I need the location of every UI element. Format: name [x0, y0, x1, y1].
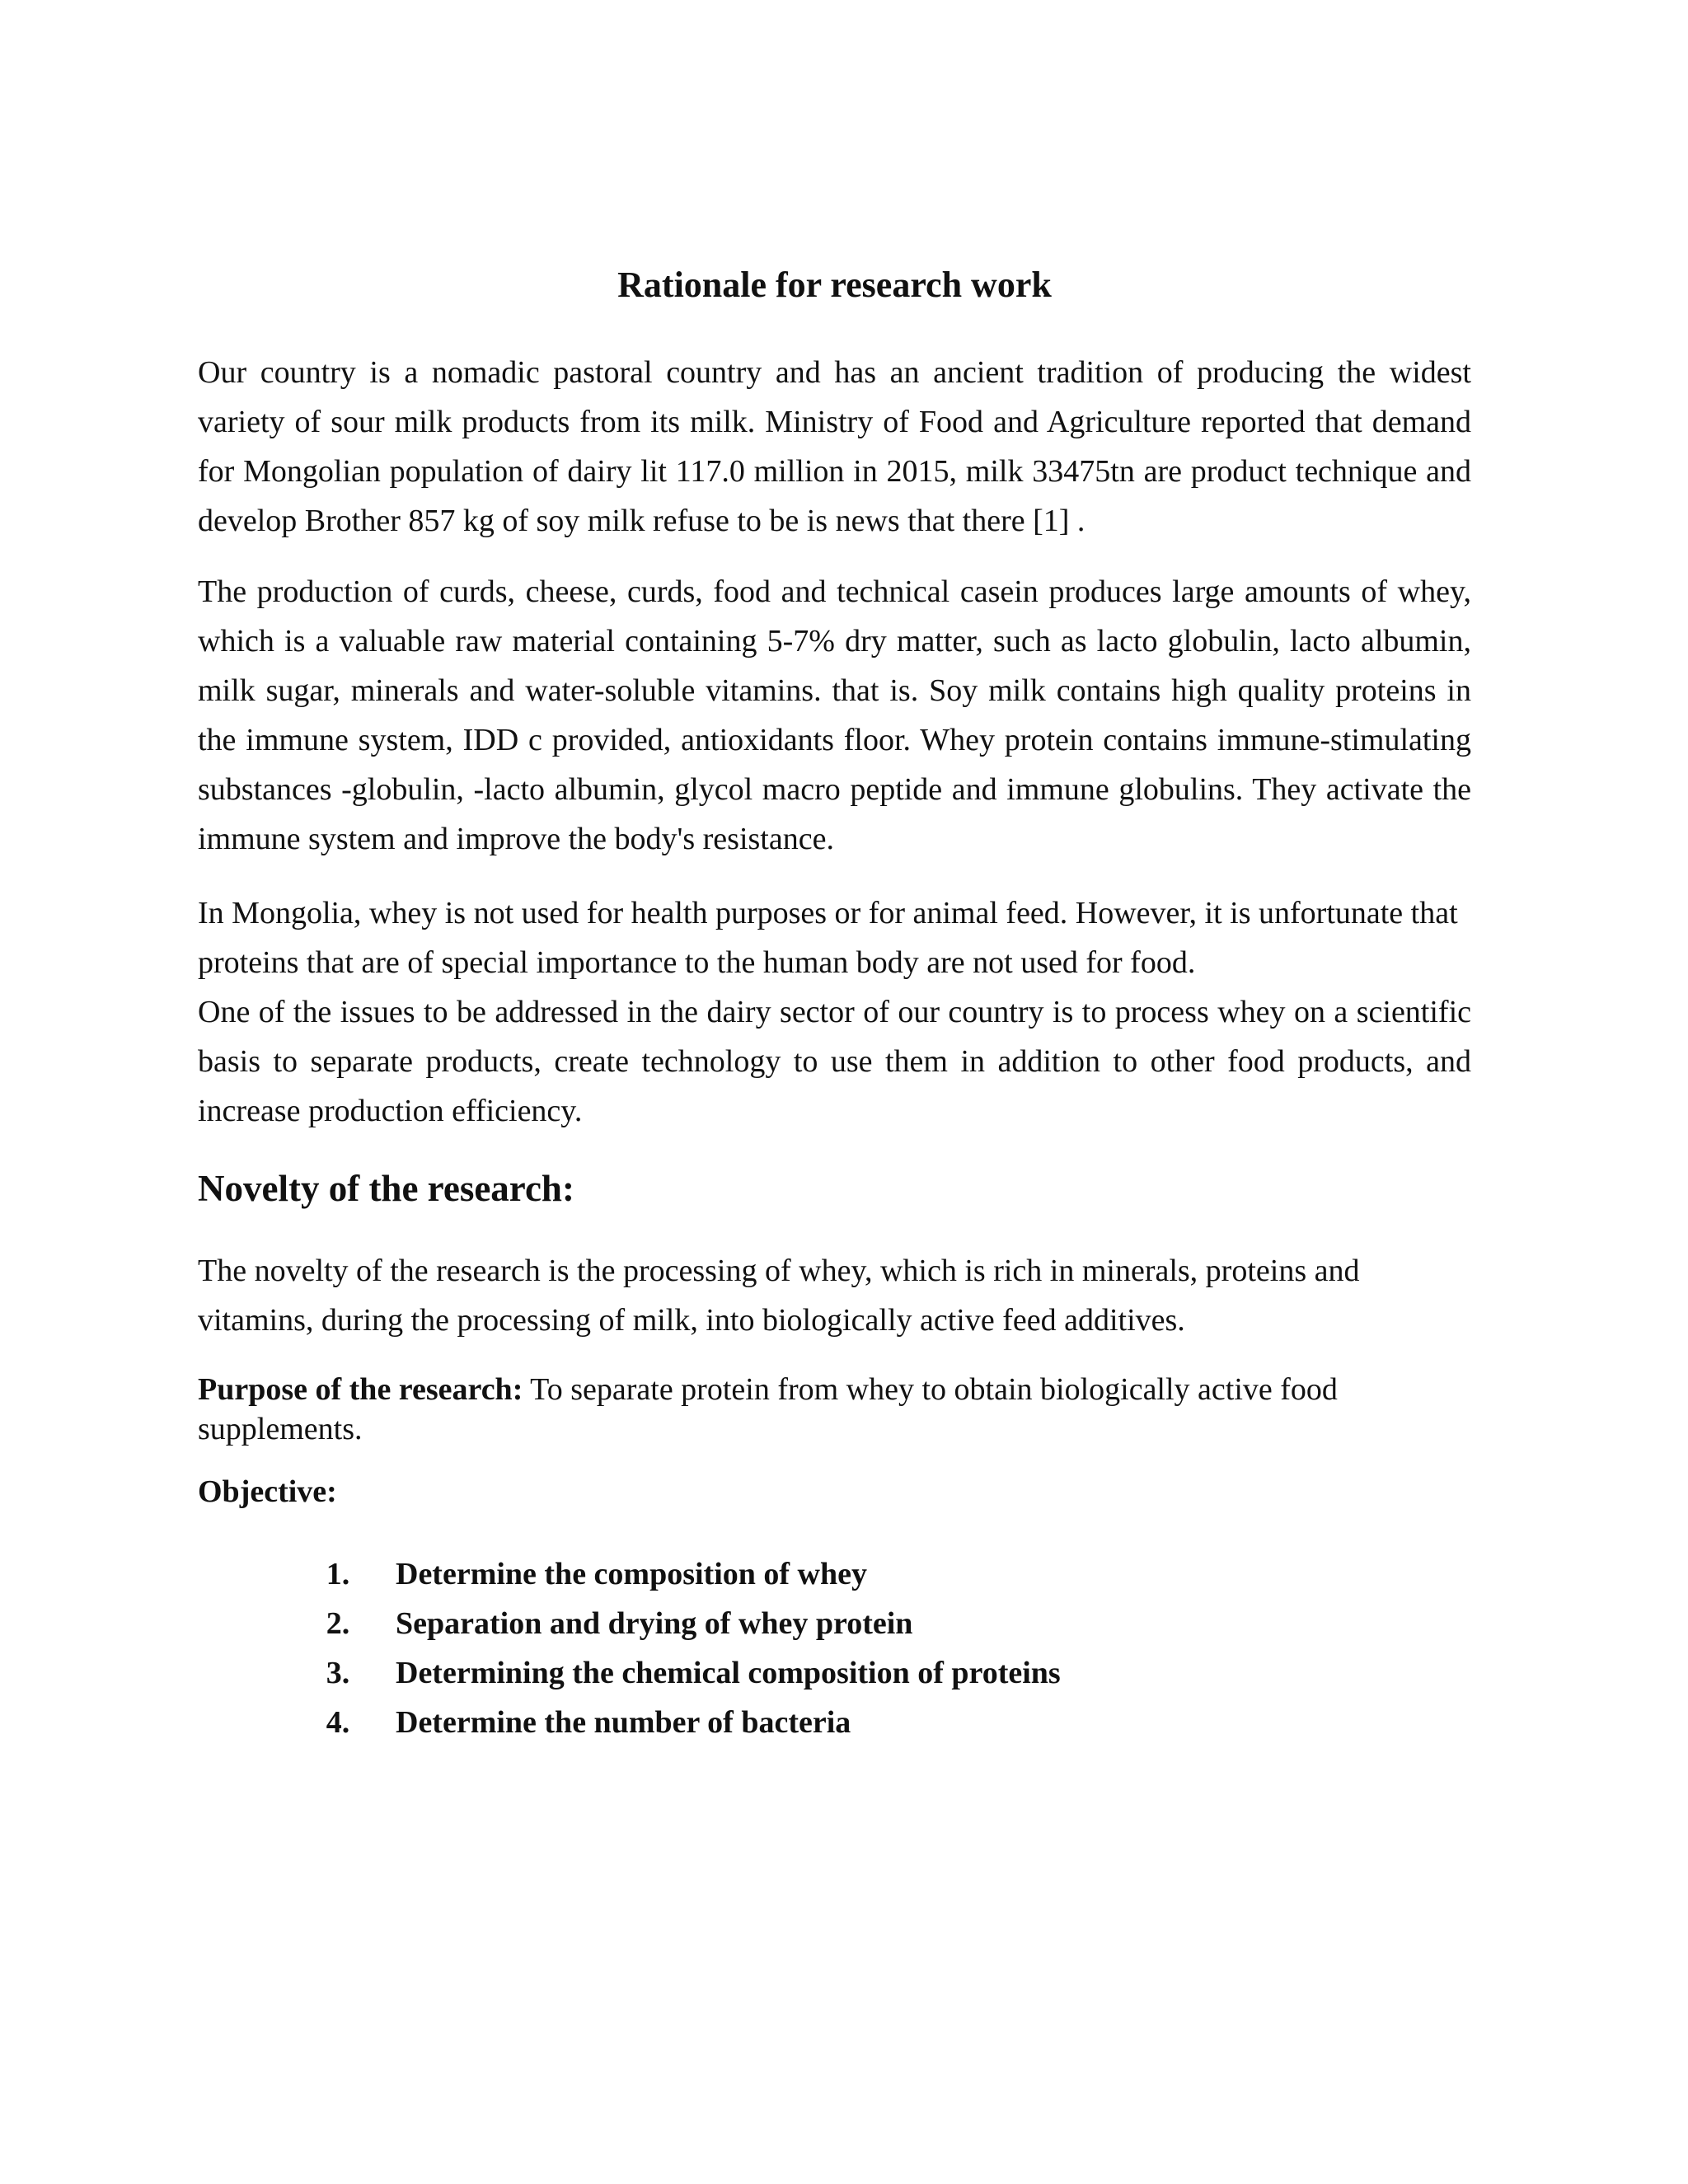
rationale-paragraph-2: The production of curds, cheese, curds, food and technical casein produces large amounts of whey, which is a valuable raw material containing 5-7% dry matter, such as lacto globulin, lacto albumin, milk sugar, minerals and water-soluble vitamins. that is. Soy milk contains high quality proteins in the immune system, IDD c provided, antioxidants floor. Whey protein contains immune-stimulating substances -globulin, -lacto albumin, glycol macro peptide and immune globulins. They activate the immune system and improve the body's resistance. [198, 574, 1471, 856]
objective-number: 1. [326, 1557, 350, 1591]
rationale-paragraph-1: Our country is a nomadic pastoral country and has an ancient tradition of producing the widest variety of sour milk products from its milk. Ministry of Food and Agriculture reported that demand for Mongolian population of dairy lit 117.0 million in 2015, milk 33475tn are product technique and develop Brother 857 kg of soy milk refuse to be is news that there [1] . [198, 355, 1471, 538]
objective-text: Determining the chemical composition of proteins [396, 1656, 1061, 1690]
rationale-paragraph-4: One of the issues to be addressed in the dairy sector of our country is to process whey on a scientific basis to separate products, create technology to use them in addition to other food products, and increase production efficiency. [198, 995, 1471, 1128]
objective-number: 2. [326, 1606, 350, 1641]
purpose-text: To separate protein from whey to obtain biologically active food supplements. [198, 1372, 1338, 1446]
objective-item-3 [280, 1648, 1434, 1698]
rationale-paragraph-3: In Mongolia, whey is not used for health purposes or for animal feed. However, it is unfortunate that proteins that are of special importance to the human body are not used for food. [198, 896, 1458, 980]
page-title: Rationale for research work [617, 265, 1052, 305]
objective-item-4 [280, 1698, 1434, 1747]
novelty-paragraph: The novelty of the research is the processing of whey, which is rich in minerals, proteins and vitamins, during the processing of milk, into biologically active feed additives. [198, 1254, 1360, 1338]
document-page [198, 0, 1471, 2184]
objective-text: Determine the number of bacteria [396, 1705, 851, 1740]
novelty-heading: Novelty of the research: [198, 1168, 574, 1209]
purpose-label: Purpose of the research: [198, 1372, 523, 1407]
objective-text: Separation and drying of whey protein [396, 1606, 913, 1641]
objective-number: 3. [326, 1656, 350, 1690]
objective-item-2 [280, 1599, 1434, 1648]
objective-number: 4. [326, 1705, 350, 1740]
objective-text: Determine the composition of whey [396, 1557, 868, 1591]
purpose-paragraph [198, 1370, 1471, 1449]
objective-label: Objective: [198, 1474, 337, 1509]
objective-item-1 [280, 1549, 1434, 1599]
objective-list [280, 1549, 1434, 1747]
